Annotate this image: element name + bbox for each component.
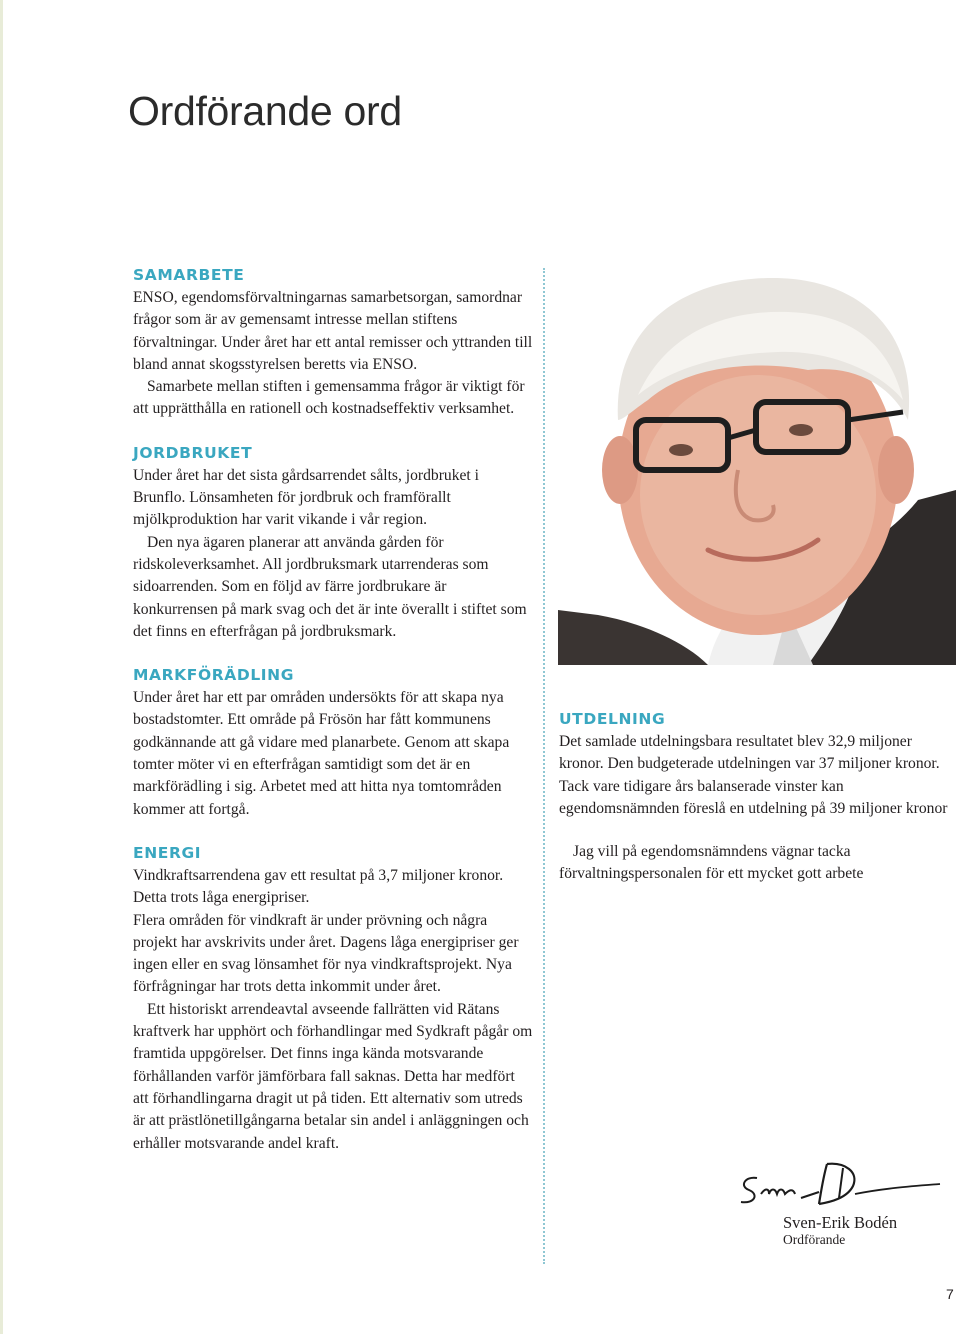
paragraph: Flera områden för vindkraft är under prövning och några projekt har avskrivits under året. Dagens låga energipriser ger ingen eller en svag lönsamhet för nya vindkraftsprojekt. Nya förfrågningar har trots detta inkommit under året. — [133, 911, 519, 996]
page-title: Ordförande ord — [128, 88, 402, 134]
section-samarbete — [133, 264, 533, 421]
chairman-portrait — [558, 270, 956, 665]
section-markforadling — [133, 664, 533, 821]
signatory-role: Ordförande — [783, 1232, 846, 1247]
signatory-name: Sven-Erik Bodén — [783, 1213, 898, 1232]
section-heading: UTDELNING — [559, 710, 666, 728]
paragraph: Jag vill på egendomsnämndens vägnar tacka förvaltningspersonalen för ett mycket gott arbete — [559, 843, 864, 883]
page-number: 7 — [946, 1286, 954, 1302]
paragraph: Vindkraftsarrendena gav ett resultat på 3,7 miljoner kronor. Detta trots låga energipriser. — [133, 866, 504, 907]
paragraph: Ett historiskt arrendeavtal avseende fallrätten vid Rätans kraftverk har upphört och förhandlingar med Sydkraft pågår om framtida uppgörelser. Det finns inga kända motsvarande förhållanden varför jämförbara fall saknas. Detta har medfört att förhandlingarna dragit ut på tiden. Ett alternativ som utreds är att prästlönetillgångarna betalar sin andel i anläggningen och erhåller motsvarande andel kraft. — [133, 1000, 533, 1152]
section-utdelning — [559, 708, 959, 820]
right-column — [559, 708, 959, 886]
section-heading: SAMARBETE — [133, 266, 245, 284]
section-heading: ENERGI — [133, 843, 202, 862]
section-jordbruket — [133, 442, 533, 643]
paragraph: ENSO, egendomsförvaltningarnas samarbetsorgan, samordnar frågor som är av gemensamt intresse mellan stiftens förvaltningar. Under året har ett antal remisser och yttranden till bland annat skogsstyrelsen beretts via ENSO. — [133, 289, 533, 373]
page-edge-line — [0, 0, 3, 1334]
column-divider — [543, 268, 545, 1264]
section-heading: MARKFÖRÄDLING — [133, 666, 295, 685]
paragraph: Samarbete mellan stiften i gemensamma frågor är viktigt för att upprätthålla en rationell och kostnadseffektiv verksamhet. — [133, 378, 525, 418]
paragraph: Det samlade utdelningsbara resultatet blev 32,9 miljoner kronor. Den budgeterade utdelningen var 37 miljoner kronor. Tack vare tidigare års balanserade vinster kan egendomsnämnden föreslå en utdelning på 39 miljoner kronor — [559, 733, 948, 817]
section-energi — [133, 842, 533, 1155]
paragraph: Den nya ägaren planerar att använda gården för ridskoleverksamhet. All jordbruksmark utarrenderas som sidoarrenden. Som en följd av färre jordbrukare är konkurrensen på mark svag och det är inte överallt i stiftet som det finns en efterfrågan på jordbruksmark. — [133, 533, 527, 640]
paragraph: Under året har det sista gårdsarrendet sålts, jordbruket i Brunflo. Lönsamheten för jordbruk och framförallt mjölkproduktion har varit vikande i vår region. — [133, 466, 479, 529]
left-column — [133, 264, 533, 1176]
portrait-illustration — [558, 270, 956, 665]
handwritten-signature — [735, 1158, 945, 1218]
section-heading: JORDBRUKET — [133, 443, 253, 462]
paragraph: Under året har ett par områden undersökts för att skapa nya bostadstomter. Ett område på Frösön har fått kommunens godkännande att gå vidare med planarbete. Genom att skapa tomter möter vi en efterfrågan samtidigt som det är en markförädling i sig. Arbetet med att hitta nya tomtområden kommer att fortgå. — [133, 689, 510, 818]
